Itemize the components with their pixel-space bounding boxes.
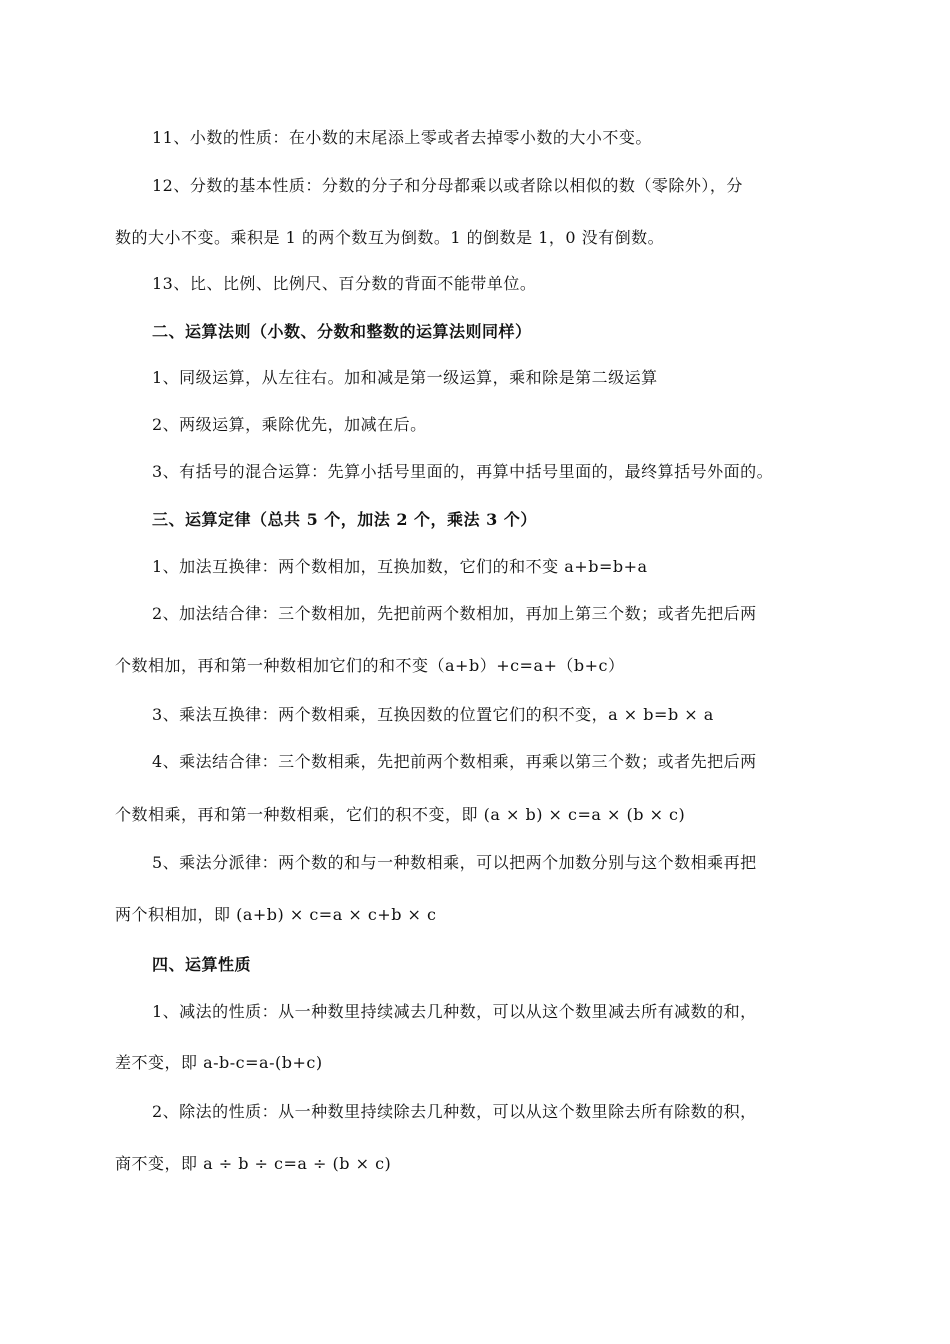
operation-property-line-1a: 1、减法的性质：从一种数里持续减去几种数，可以从这个数里减去所有减数的和， [152,1002,757,1021]
law-line-1: 1、加法互换律：两个数相加，互换加数，它们的和不变 a+b=b+a [152,557,648,576]
law-line-4a: 4、乘法结合律：三个数相乘，先把前两个数相乘，再乘以第三个数；或者先把后两 [152,752,757,771]
law-line-5b: 两个积相加，即 (a+b) × c=a × c+b × c [115,905,437,924]
operation-property-line-1b: 差不变，即 a-b-c=a-(b+c) [115,1053,323,1072]
property-ratio-line: 13、比、比例、比例尺、百分数的背面不能带单位。 [152,274,537,293]
operation-property-line-2a: 2、除法的性质：从一种数里持续除去几种数，可以从这个数里除去所有除数的积， [152,1102,757,1121]
rule-line-1: 1、同级运算，从左往右。加和减是第一级运算，乘和除是第二级运算 [152,368,658,387]
operation-property-line-2b: 商不变，即 a ÷ b ÷ c=a ÷ (b × c) [115,1154,392,1173]
rule-line-2: 2、两级运算，乘除优先，加减在后。 [152,415,427,434]
section-heading-rules: 二、运算法则（小数、分数和整数的运算法则同样） [152,322,532,341]
law-line-4b: 个数相乘，再和第一种数相乘，它们的积不变，即 (a × b) × c=a × (b × c) [115,805,686,824]
law-line-5a: 5、乘法分派律：两个数的和与一种数相乘，可以把两个加数分别与这个数相乘再把 [152,853,757,872]
law-line-3: 3、乘法互换律：两个数相乘，互换因数的位置它们的积不变，a × b=b × a [152,705,714,724]
property-fraction-line-2: 数的大小不变。乘积是 1 的两个数互为倒数。1 的倒数是 1，0 没有倒数。 [115,228,665,247]
law-line-2b: 个数相加，再和第一种数相加它们的和不变（a+b）+c=a+（b+c） [115,656,625,675]
rule-line-3: 3、有括号的混合运算：先算小括号里面的，再算中括号里面的，最终算括号外面的。 [152,462,774,481]
property-fraction-line-1: 12、分数的基本性质：分数的分子和分母都乘以或者除以相似的数（零除外），分 [152,176,743,195]
section-heading-laws: 三、运算定律（总共 5 个，加法 2 个，乘法 3 个） [152,510,537,529]
law-line-2a: 2、加法结合律：三个数相加，先把前两个数相加，再加上第三个数；或者先把后两 [152,604,757,623]
property-decimal-line: 11、小数的性质：在小数的末尾添上零或者去掉零小数的大小不变。 [152,128,652,147]
section-heading-properties: 四、运算性质 [152,955,252,974]
